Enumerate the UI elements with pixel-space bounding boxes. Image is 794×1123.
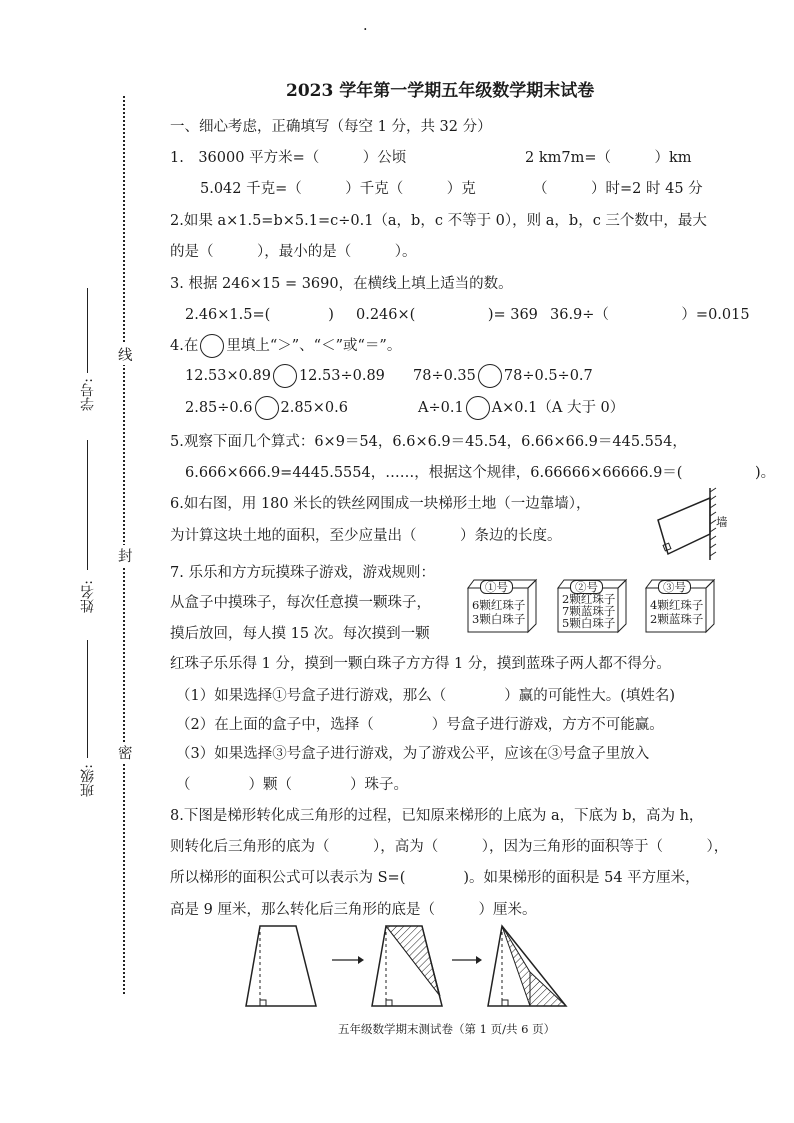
box-2-label: ②号 [570,580,603,594]
student-id-field[interactable] [87,288,88,373]
q7-line3: 摸后放回，每人摸 15 次。每次摸到一颗 [170,626,430,642]
q4-a-right: 12.53÷0.89 [298,368,385,384]
box-2-line3: 5颗白珠子 [562,616,616,630]
q5-line2: 6.666×666.9=4445.5554，……，根据这个规律，6.66666×66666.9＝( )。 [185,465,776,481]
class-field[interactable] [87,640,88,758]
student-id-label: 学号: [80,378,96,411]
q2-line2: 的是（ ），最小的是（ ）。 [170,244,417,260]
q4-a-answer-circle[interactable] [273,364,297,388]
q4-b-right: 78÷0.5÷0.7 [503,368,593,384]
seal-seal-char: 封 [118,545,133,566]
compare-circle-icon [200,334,224,358]
q6-line1: 6.如右图，用 180 米长的铁丝网围成一块梯形土地（一边靠墙）， [170,496,591,512]
box-1-line2: 3颗白珠子 [472,612,526,626]
q7-part1: （1）如果选择①号盒子进行游戏，那么（ ）赢的可能性大。(填姓名) [176,688,676,704]
q4-d-left: A÷0.1 [418,400,464,416]
q7-part3b: （ ）颗（ ）珠子。 [176,777,408,793]
seal-secret-char: 密 [118,742,133,763]
q6-line2: 为计算这块土地的面积，至少应量出（ ）条边的长度。 [170,528,562,544]
box-2-line2: 7颗蓝珠子 [562,604,616,618]
page-dot: · [363,22,368,38]
q1-b: 2 km7m=（ ）km [525,150,692,166]
q4-a-left: 12.53×0.89 [185,368,271,384]
q8-line4: 高是 9 厘米，那么转化后三角形的底是（ ）厘米。 [170,902,537,918]
q3-a: 2.46×1.5=( ) [185,307,334,323]
seal-line-char: 线 [118,344,133,365]
box-2-line1: 2颗红珠子 [562,592,616,606]
q7-line1: 7. 乐乐和方方玩摸珠子游戏，游戏规则： [170,565,435,581]
q4-stem-b: 里填上“＞”、“＜”或“＝”。 [226,338,402,354]
bead-box-3 [644,578,716,634]
name-field[interactable] [87,440,88,570]
q4-d-answer-circle[interactable] [466,396,490,420]
q4-b [413,364,593,388]
q4-c-right: 2.85×0.6 [280,400,348,416]
q2-line1: 2.如果 a×1.5=b×5.1=c÷0.1（a，b，c 不等于 0），则 a，b，c 三个数中，最大 [170,213,707,229]
q8-line2: 则转化后三角形的底为（ ），高为（ ），因为三角形的面积等于（ ）， [170,839,729,855]
box-3-label: ③号 [658,580,691,594]
wall-label: 墙 [716,515,728,529]
q4-stem [170,334,401,358]
name-label: 姓名: [80,580,96,613]
trapezoid-to-triangle-figure [240,920,580,1012]
bead-box-1 [466,578,538,634]
q8-line3: 所以梯形的面积公式可以表示为 S=( )。如果梯形的面积是 54 平方厘米， [170,870,700,886]
q3-b: 0.246×( )= 369 [356,307,538,323]
q3-c: 36.9÷（ ）=0.015 [550,307,750,323]
q4-d [418,396,624,420]
q1-c: 5.042 千克=（ ）千克（ ）克 [200,181,476,197]
q1-a: 1. 36000 平方米=（ ）公顷 [170,150,407,166]
q4-c [185,396,348,420]
q4-b-answer-circle[interactable] [478,364,502,388]
box-3-line1: 4颗红珠子 [650,598,704,612]
q4-a [185,364,385,388]
q8-line1: 8.下图是梯形转化成三角形的过程，已知原来梯形的上底为 a，下底为 b，高为 h， [170,808,704,824]
class-label: 班级: [80,764,96,797]
q5-line1: 5.观察下面几个算式：6×9＝54，6.6×6.9＝45.54，6.66×66.9＝445.554， [170,434,687,450]
q3-stem: 3. 根据 246×15 = 3690，在横线上填上适当的数。 [170,276,513,292]
q7-line2: 从盒子中摸珠子，每次任意摸一颗珠子， [170,595,431,611]
box-1-line1: 6颗红珠子 [472,598,526,612]
q4-d-right: A×0.1（A 大于 0） [491,400,625,416]
q1-d: （ ）时=2 时 45 分 [533,181,703,197]
box-3-line2: 2颗蓝珠子 [650,612,704,626]
q7-part3: （3）如果选择③号盒子进行游戏，为了游戏公平，应该在③号盒子里放入 [176,746,650,762]
q4-b-left: 78÷0.35 [413,368,476,384]
bead-box-2 [556,578,628,634]
q4-c-answer-circle[interactable] [255,396,279,420]
section-heading: 一、细心考虑，正确填写（每空 1 分，共 32 分） [170,119,492,135]
q7-line4: 红珠子乐乐得 1 分，摸到一颗白珠子方方得 1 分，摸到蓝珠子两人都不得分。 [170,656,671,672]
q7-part2: （2）在上面的盒子中，选择（ ）号盒子进行游戏，方方不可能赢。 [176,717,664,733]
box-1-label: ①号 [480,580,513,594]
q4-stem-a: 4.在 [170,338,199,354]
page-title: 2023 学年第一学期五年级数学期末试卷 [286,81,595,101]
q4-c-left: 2.85÷0.6 [185,400,253,416]
page-footer: 五年级数学期末测试卷（第 1 页/共 6 页） [338,1022,556,1036]
